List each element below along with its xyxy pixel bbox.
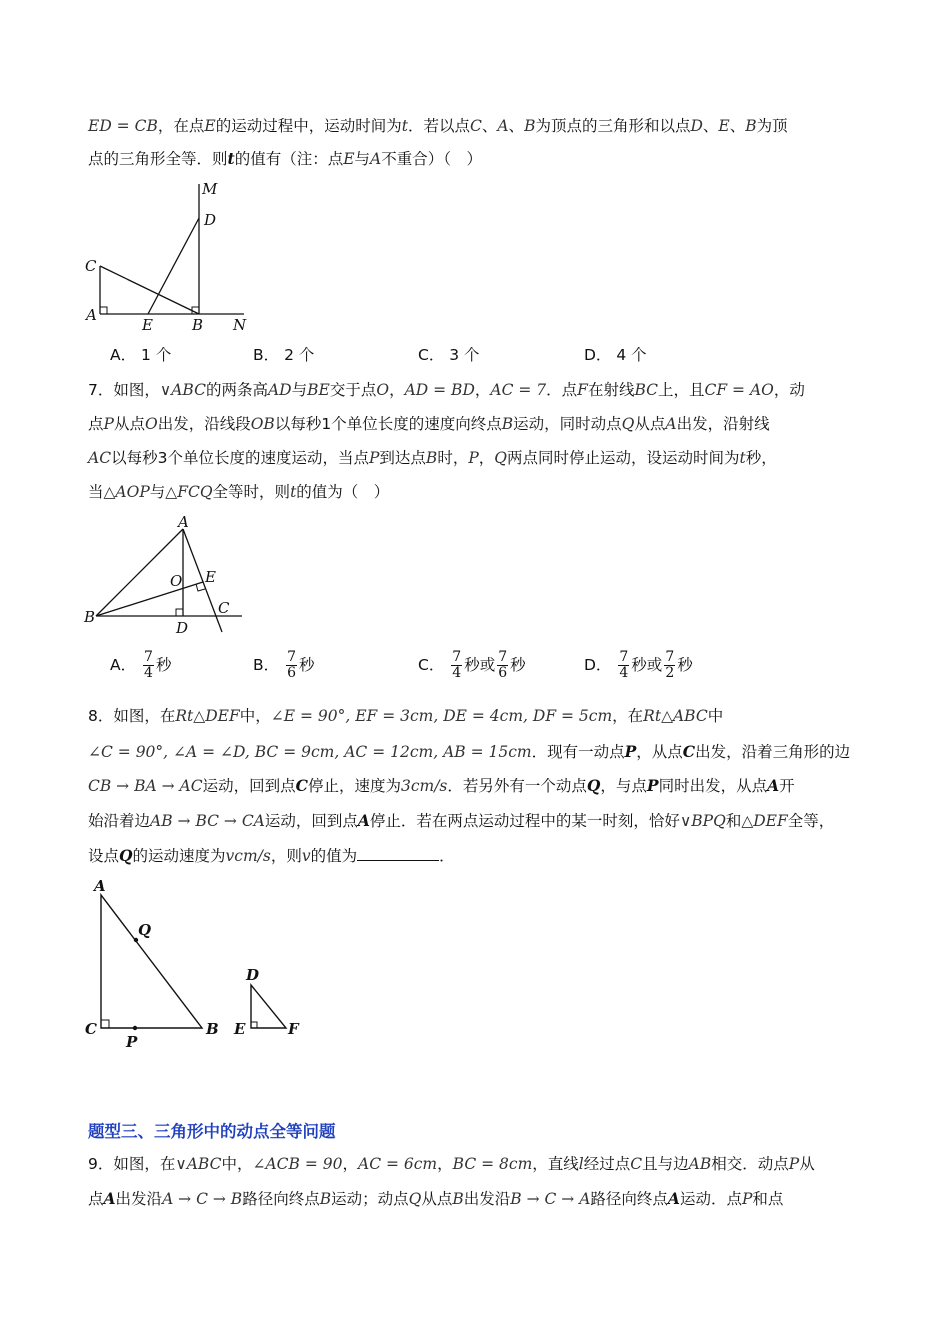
- label-F: F: [288, 1020, 299, 1038]
- q6-option-a: A． 1 个: [110, 346, 172, 364]
- label-D: D: [246, 966, 260, 984]
- q7-option-b: B． $\frac{7}{6}$ 秒: [253, 649, 315, 681]
- q8-line-1: 8．如图，在Rt△DEF中，∠E = 90°, EF = 3cm, DE = 4cm, DF = 5cm，在Rt△ABC中: [88, 707, 724, 725]
- label-Q: Q: [138, 921, 152, 939]
- q7-option-d: D． $\frac{7}{4}$ 秒或 $\frac{7}{2}$ 秒: [584, 649, 693, 681]
- label-O: O: [170, 572, 183, 590]
- q9-line-1: 9．如图，在∨ABC中，∠ACB = 90，AC = 6cm，BC = 8cm，直线l经过点C且与边AB相交．动点P从: [88, 1155, 815, 1173]
- triangle-ABC: [101, 895, 202, 1028]
- q8-line-4: 始沿着边AB → BC → CA运动，回到点A停止．若在两点运动过程中的某一时刻，恰好∨BPQ和△DEF全等，: [88, 811, 835, 830]
- label-A: A: [94, 877, 106, 895]
- label-D: D: [204, 211, 217, 229]
- answer-blank[interactable]: [357, 846, 439, 861]
- label-B: B: [84, 608, 96, 626]
- line-ED: [148, 218, 199, 314]
- label-C: C: [85, 257, 97, 275]
- right-angle-D: [176, 609, 183, 616]
- label-B: B: [192, 316, 204, 334]
- line-CB: [100, 266, 199, 314]
- right-angle-C: [101, 1020, 109, 1028]
- q7-option-a: A． $\frac{7}{4}$ 秒: [110, 649, 172, 681]
- q7-figure: [80, 512, 260, 640]
- q6-figure: [80, 178, 260, 338]
- label-N: N: [233, 316, 247, 334]
- line-BE: [96, 582, 203, 616]
- q6-option-d: D． 4 个: [584, 346, 647, 364]
- right-angle-A: [100, 307, 107, 314]
- q7-line-3: AC以每秒3个单位长度的速度运动，当点P到达点B时，P，Q两点同时停止运动，设运动时间为t秒，: [88, 449, 777, 467]
- label-C: C: [85, 1020, 97, 1038]
- label-A: A: [178, 513, 189, 531]
- label-B: B: [206, 1020, 219, 1038]
- q6-line-2: 点的三角形全等．则t的值有（注：点E与A不重合）（ ）: [88, 149, 483, 168]
- label-E: E: [234, 1020, 246, 1038]
- point-P: [133, 1026, 137, 1030]
- q9-line-2: 点A出发沿A → C → B路径向终点B运动；动点Q从点B出发沿B → C → A路径向终点A运动．点P和点: [88, 1189, 784, 1208]
- label-M: M: [202, 180, 218, 198]
- section-heading: 题型三、三角形中的动点全等问题: [88, 1122, 336, 1141]
- q8-line-5: 设点Q的运动速度为vcm/s，则v的值为 ．: [88, 846, 455, 865]
- q7-option-c: C． $\frac{7}{4}$ 秒或 $\frac{7}{6}$ 秒: [418, 649, 526, 681]
- label-C: C: [218, 599, 230, 617]
- label-E: E: [142, 316, 153, 334]
- label-P: P: [126, 1033, 138, 1051]
- q7-line-4: 当△AOP与△FCQ全等时，则t的值为（ ）: [88, 483, 390, 501]
- label-E: E: [205, 568, 216, 586]
- label-A: A: [86, 306, 97, 324]
- q6-option-c: C． 3 个: [418, 346, 480, 364]
- q7-line-1: 7．如图，∨ABC的两条高AD与BE交于点O，AD = BD，AC = 7．点F在射线BC上，且CF = AO，动: [88, 381, 805, 399]
- q8-figure: [80, 875, 320, 1055]
- q8-line-2: ∠C = 90°, ∠A = ∠D, BC = 9cm, AC = 12cm, AB = 15cm．现有一动点P，从点C出发，沿着三角形的边: [88, 742, 851, 761]
- right-angle-E: [251, 1022, 257, 1028]
- q6-option-b: B． 2 个: [253, 346, 315, 364]
- q6-line-1: ED = CB，在点E的运动过程中，运动时间为t．若以点C、A、B为顶点的三角形和以点D、E、B为顶: [88, 117, 788, 135]
- label-D: D: [176, 619, 189, 637]
- q8-line-3: CB → BA → AC运动，回到点C停止，速度为3cm/s．若另外有一个动点Q，与点P同时出发，从点A开: [88, 776, 795, 795]
- q7-line-2: 点P从点O出发，沿线段OB以每秒1个单位长度的速度向终点B运动，同时动点Q从点A出发，沿射线: [88, 415, 770, 433]
